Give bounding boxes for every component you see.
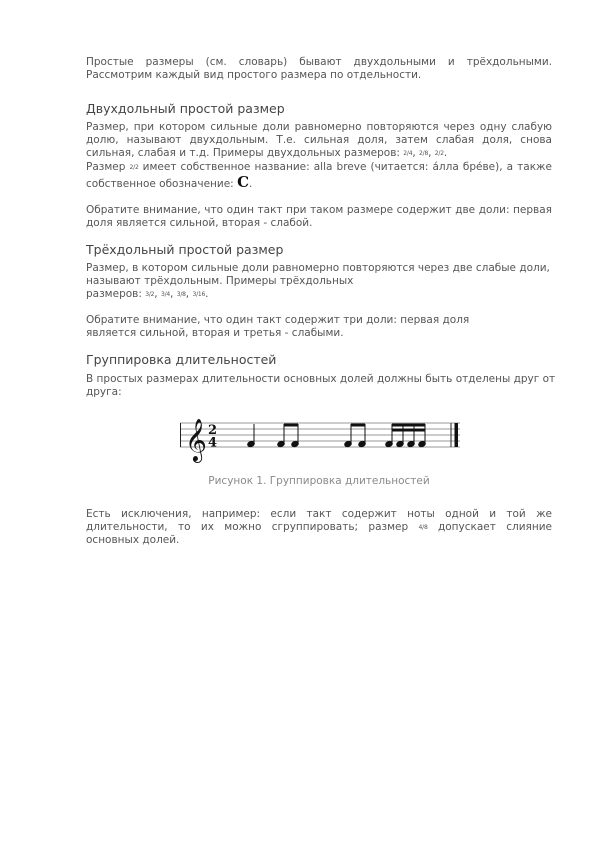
beam <box>392 424 425 427</box>
grouping-heading: Группировка длительностей <box>86 352 277 367</box>
triple-example-2: 3/4 <box>160 291 171 298</box>
duple-example-3: 2/2 <box>434 150 444 157</box>
treble-clef-icon: 𝄞 <box>185 418 207 461</box>
common-time-c-icon: C <box>237 173 250 191</box>
beam <box>351 424 365 427</box>
duple-heading: Двухдольный простой размер <box>86 101 285 116</box>
duple-example-1: 2/4 <box>403 150 413 157</box>
alla-breve-start: Размер <box>86 161 126 173</box>
staff-lines <box>180 423 460 447</box>
duple-note: Обратите внимание, что один такт при таком размере содержит две доли: первая доля является сильной, вторая - слабой. <box>86 204 552 229</box>
document-page <box>86 56 556 547</box>
exceptions-size: 4/8 <box>418 524 428 531</box>
duple-text: Размер, при котором сильные доли равномерно повторяются через одну слабую долю, называют двухдольным. Т.е. сильная доля, затем слабая доля, снова сильная, слабая и т.д. Примеры двухдольных размеров: <box>86 121 552 159</box>
triple-text: Размер, в котором сильные доли равномерно повторяются через две слабые доли, называют трёхдольным. Примеры трёхдольных <box>86 262 550 287</box>
duple-paragraph: Размер, при котором сильные доли равномерно повторяются через одну слабую долю, называют двухдольным. Т.е. сильная доля, затем слабая доля, снова сильная, слабая и т.д. Примеры двухдольных размеров: 2/4, 2/8, 2/2. <box>86 121 552 159</box>
staff-notation <box>86 411 552 467</box>
triple-example-3: 3/8 <box>176 291 186 298</box>
end-barline-thick <box>455 423 459 447</box>
alla-breve-size: 2/2 <box>129 164 139 171</box>
triple-example-4: 3/16 <box>192 291 206 298</box>
alla-breve-paragraph <box>86 160 552 191</box>
exceptions-end: допускает слияние основных долей. <box>86 521 553 546</box>
triple-example-1: 3/2 <box>145 291 155 298</box>
music-figure <box>86 411 552 467</box>
grouping-paragraph: В простых размерах длительности основных долей должны быть отделены друг от друга: <box>86 373 556 398</box>
beam <box>284 424 298 427</box>
exceptions-text: Есть исключения, например: если такт содержит ноты одной и той же длительности, то их можно сгруппировать; размер <box>86 508 552 533</box>
triple-paragraph: Размер, в котором сильные доли равномерно повторяются через две слабые доли, называют трёхдольным. Примеры трёхдольных размеров: 3/2, 3/4, 3/8, 3/16. <box>86 262 550 300</box>
exceptions-paragraph <box>86 508 552 547</box>
time-signature-bottom: 4 <box>208 435 218 451</box>
triple-note: Обратите внимание, что один такт содержит три доли: первая доля является сильной, вторая и третья - слабыми. <box>86 314 470 339</box>
beam <box>392 429 425 432</box>
alla-breve-end: . <box>249 178 253 190</box>
triple-text-end: размеров: <box>86 288 142 300</box>
alla-breve-text: имеет собственное название: alla breve (читается: а́лла бре́ве), а также собственное обозначение: <box>86 161 552 190</box>
figure-caption: Рисунок 1. Группировка длительностей <box>208 475 430 487</box>
intro-paragraph: Простые размеры (см. словарь) бывают двухдольными и трёхдольными. Рассмотрим каждый вид простого размера по отдельности. <box>86 56 552 81</box>
duple-example-2: 2/8 <box>419 150 429 157</box>
notes <box>247 424 426 448</box>
triple-heading: Трёхдольный простой размер <box>86 242 284 257</box>
time-signature-top: 2 <box>208 423 218 438</box>
